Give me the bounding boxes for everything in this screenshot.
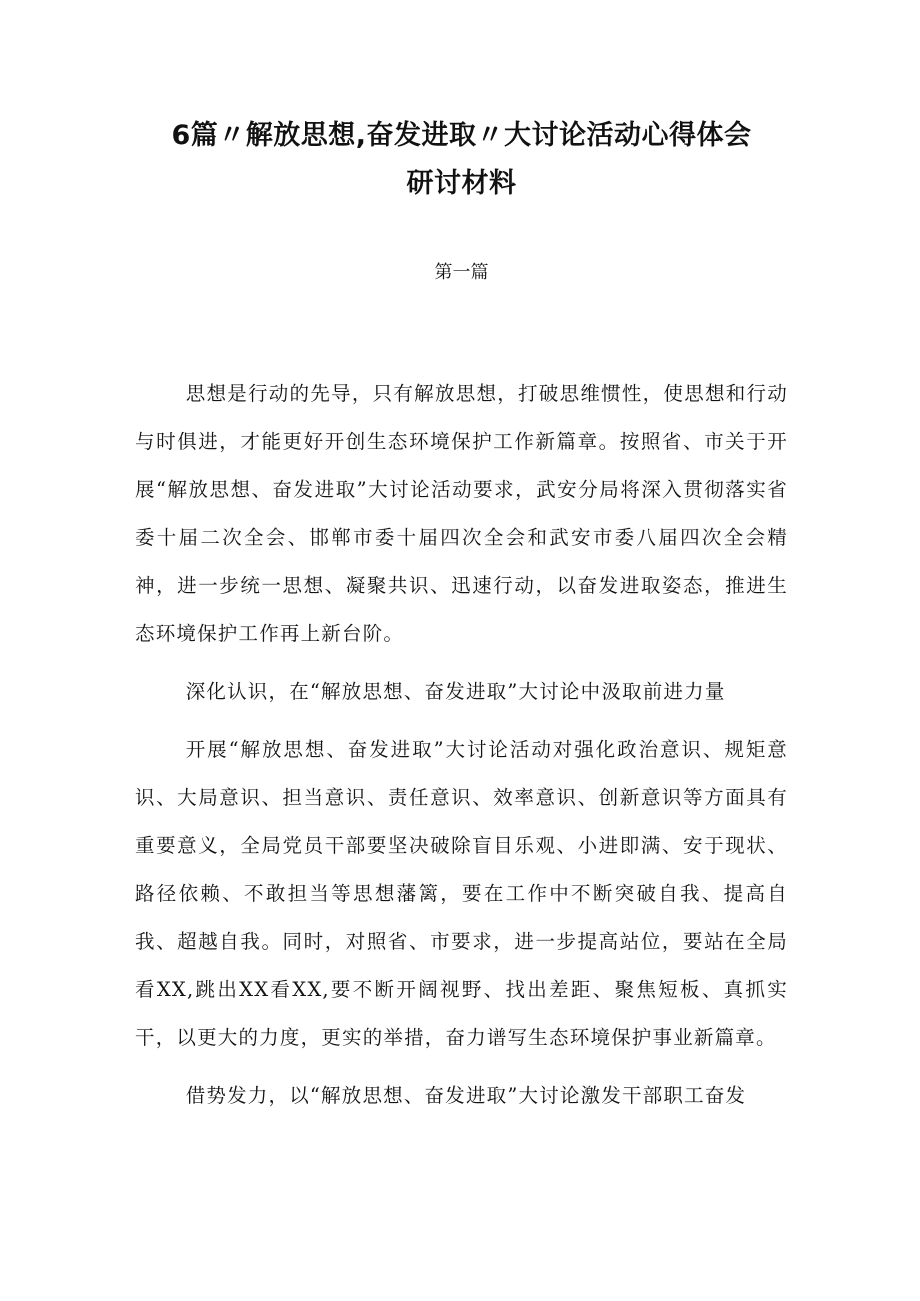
paragraph-intro: 思想是行动的先导，只有解放思想，打破思维惯性，使思想和行动与时俱进，才能更好开创生态环境保护工作新篇章。按照省、市关于开展“解放思想、奋发进取”大讨论活动要求，武安分局将深入贯彻落实省委十届二次全会、邯郸市委十届四次全会和武安市委八届四次全会精神，进一步统一思想、凝聚共识、迅速行动，以奋发进取姿态，推进生态环境保护工作再上新台阶。 <box>135 382 788 645</box>
title-line-2: 研讨材料 <box>406 168 517 199</box>
title-line-1: 6篇〃解放思想,奋发进取〃大讨论活动心得体会 <box>171 120 752 151</box>
paragraph-body-1: 开展“解放思想、奋发进取”大讨论活动对强化政治意识、规矩意识、大局意识、担当意识、责任意识、效率意识、创新意识等方面具有重要意义，全局党员干部要坚决破除盲目乐观、小进即满、安于现状、路径依赖、不敢担当等思想藩篱，要在工作中不断突破自我、提高自我、超越自我。同时，对照省、市要求，进一步提高站位，要站在全局看XX,跳出XX看XX,要不断开阔视野、找出差距、聚焦短板、真抓实干，以更大的力度，更实的举措，奋力谱写生态环境保护事业新篇章。 <box>135 738 788 1049</box>
section-heading-1: 深化认识，在“解放思想、奋发进取”大讨论中汲取前进力量 <box>185 680 726 703</box>
paragraph-body-2: 借势发力，以“解放思想、奋发进取”大讨论激发干部职工奋发 <box>185 1084 747 1107</box>
document-title <box>135 112 788 208</box>
chapter-heading: 第一篇 <box>434 262 489 283</box>
document-body <box>135 370 788 1120</box>
